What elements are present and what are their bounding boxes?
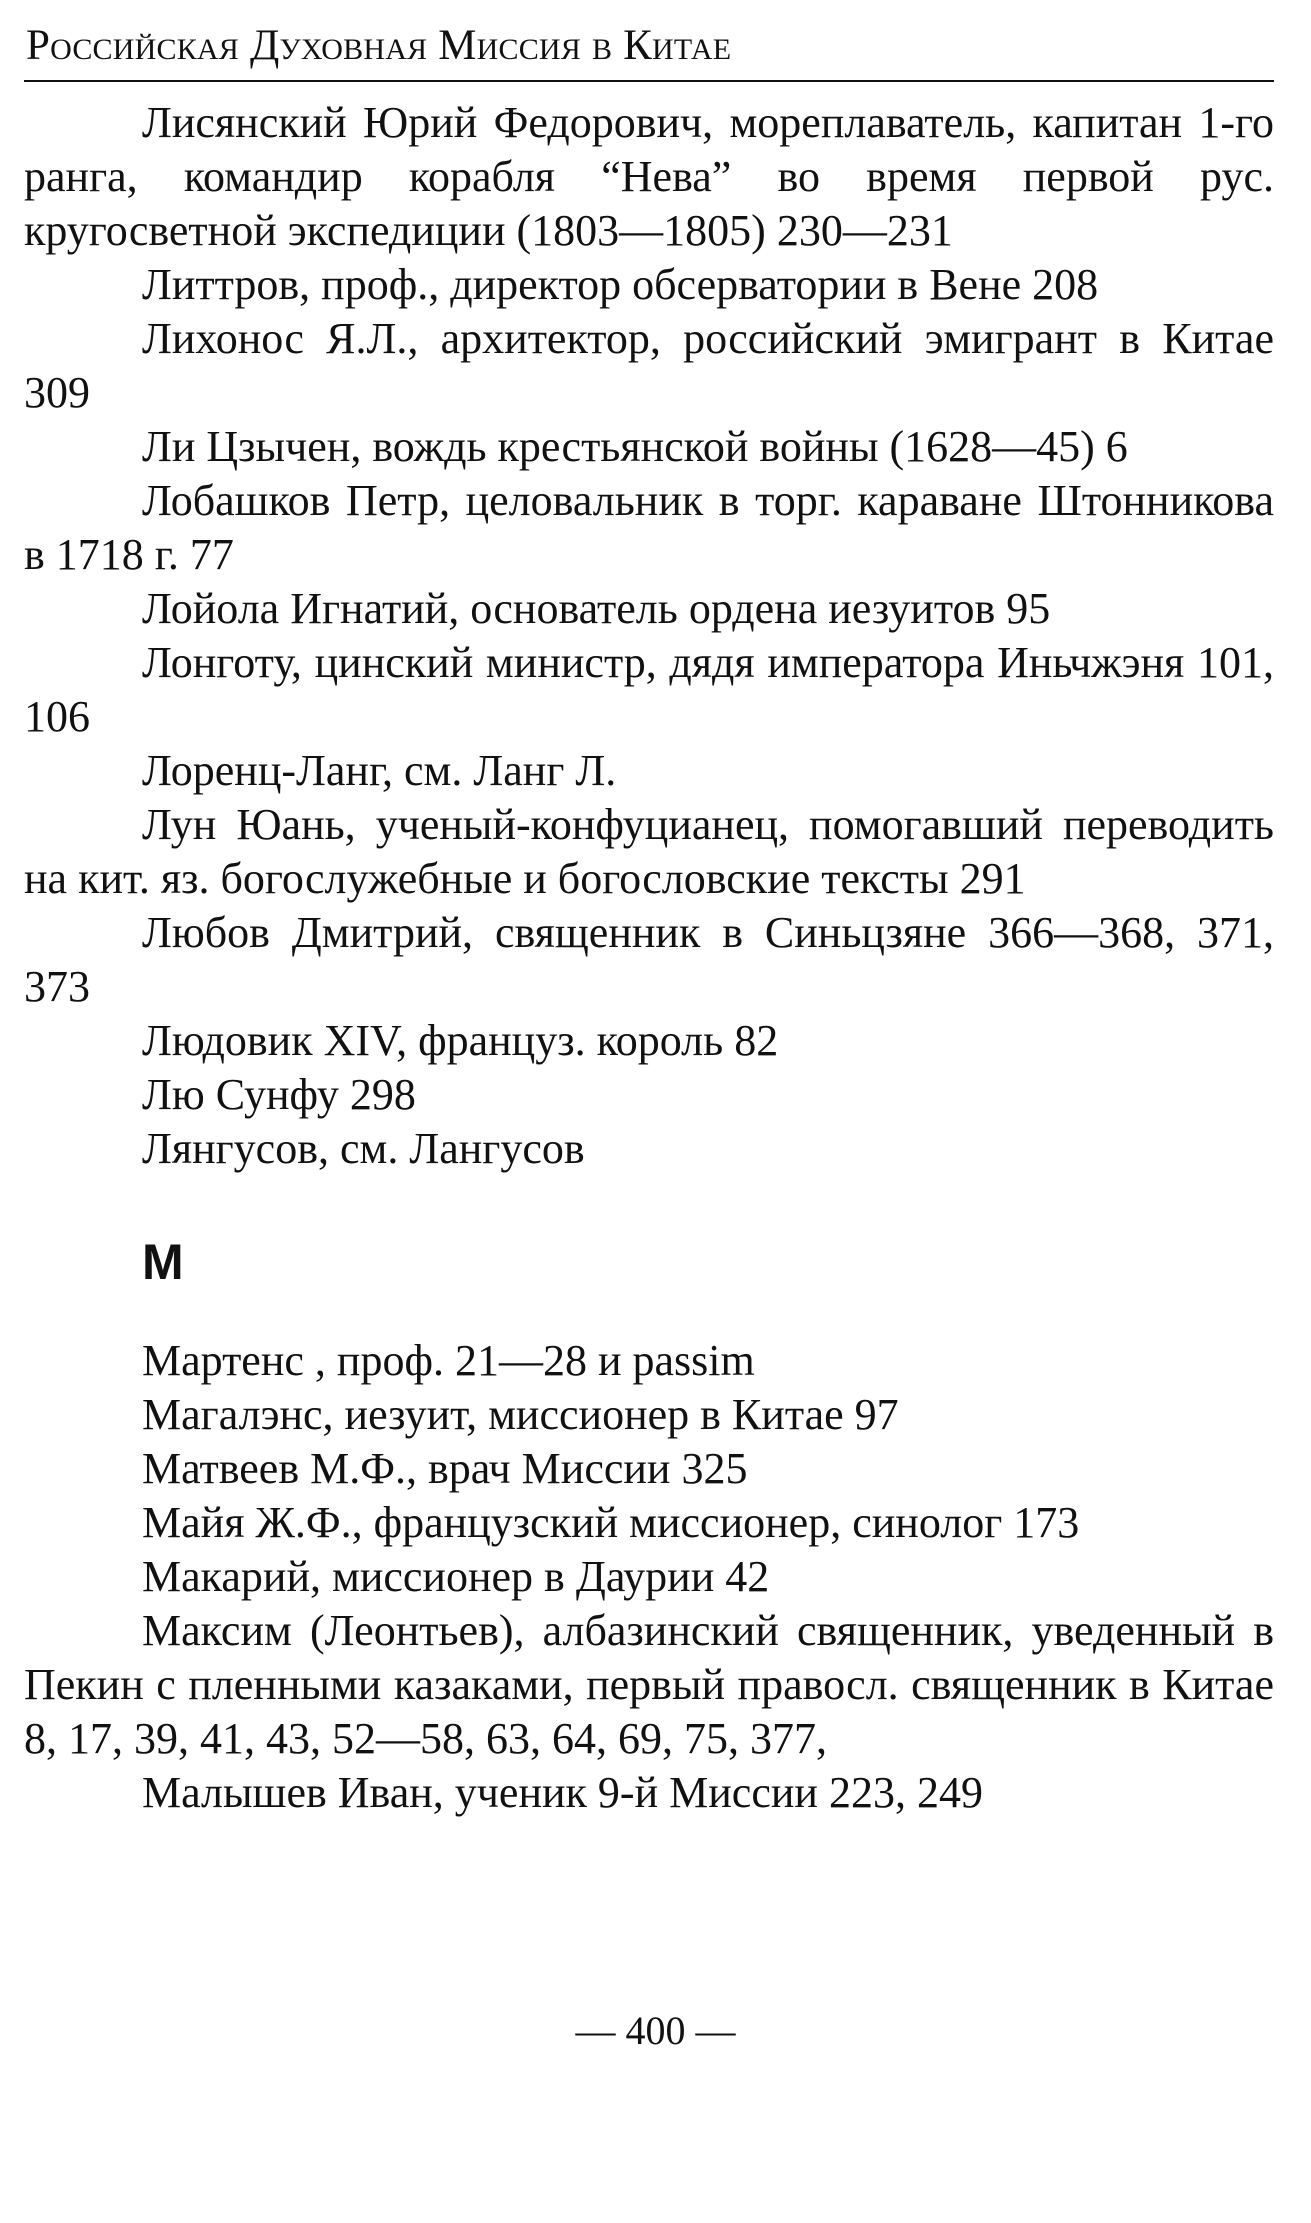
- index-entry: Мартенс , проф. 21—28 и passim: [142, 1336, 755, 1385]
- index-entry: Матвеев М.Ф., врач Миссии 325: [142, 1444, 748, 1493]
- index-entry: Лун Юань, ученый-конфуцианец, помогавший переводить на кит. яз. богослужебные и богословские тексты 291: [24, 800, 1274, 903]
- index-entry: Макарий, миссионер в Даурии 42: [142, 1552, 770, 1601]
- index-entry: Лонготу, цинский министр, дядя императора Иньчжэня 101, 106: [24, 638, 1274, 741]
- index-entry: Ли Цзычен, вождь крестьянской войны (1628—45) 6: [142, 422, 1128, 471]
- index-entry: Магалэнс, иезуит, миссионер в Китае 97: [142, 1390, 899, 1439]
- section-letter-heading: М: [142, 1234, 184, 1290]
- index-entry: Литтров, проф., директор обсерватории в Вене 208: [142, 260, 1099, 309]
- index-entry: Любов Дмитрий, священник в Синьцзяне 366—368, 371, 373: [24, 908, 1274, 1011]
- index-entry: Лю Сунфу 298: [142, 1070, 416, 1119]
- header-rule: [24, 80, 1274, 82]
- index-entry: Людовик XIV, француз. король 82: [142, 1016, 779, 1065]
- index-entry: Малышев Иван, ученик 9-й Миссии 223, 249: [142, 1768, 983, 1817]
- index-entry: Лисянский Юрий Федорович, мореплаватель, капитан 1-го ранга, командир корабля “Нева” во время первой рус. кругосветной экспедиции (1803—1805) 230—231: [24, 98, 1274, 255]
- index-entry: Лихонос Я.Л., архитектор, российский эмигрант в Китае 309: [24, 314, 1274, 417]
- index-entry: Лянгусов, см. Лангусов: [142, 1124, 585, 1173]
- index-entry: Майя Ж.Ф., французский миссионер, синолог 173: [142, 1498, 1080, 1547]
- index-entry: Лобашков Петр, целовальник в торг. караване Штонникова в 1718 г. 77: [24, 476, 1274, 579]
- index-entries-m: [24, 1334, 1274, 1820]
- index-entry: Лоренц-Ланг, см. Ланг Л.: [142, 746, 617, 795]
- running-head: Российская Духовная Миссия в Китае: [26, 22, 732, 69]
- index-entries-l: [24, 96, 1274, 1176]
- page-number: — 400 —: [575, 2008, 736, 2053]
- index-entry: Максим (Леонтьев), албазинский священник, уведенный в Пекин с пленными казаками, первый правосл. священник в Китае 8, 17, 39, 41, 43, 52—58, 63, 64, 69, 75, 377,: [24, 1606, 1274, 1763]
- index-entry: Лойола Игнатий, основатель ордена иезуитов 95: [142, 584, 1051, 633]
